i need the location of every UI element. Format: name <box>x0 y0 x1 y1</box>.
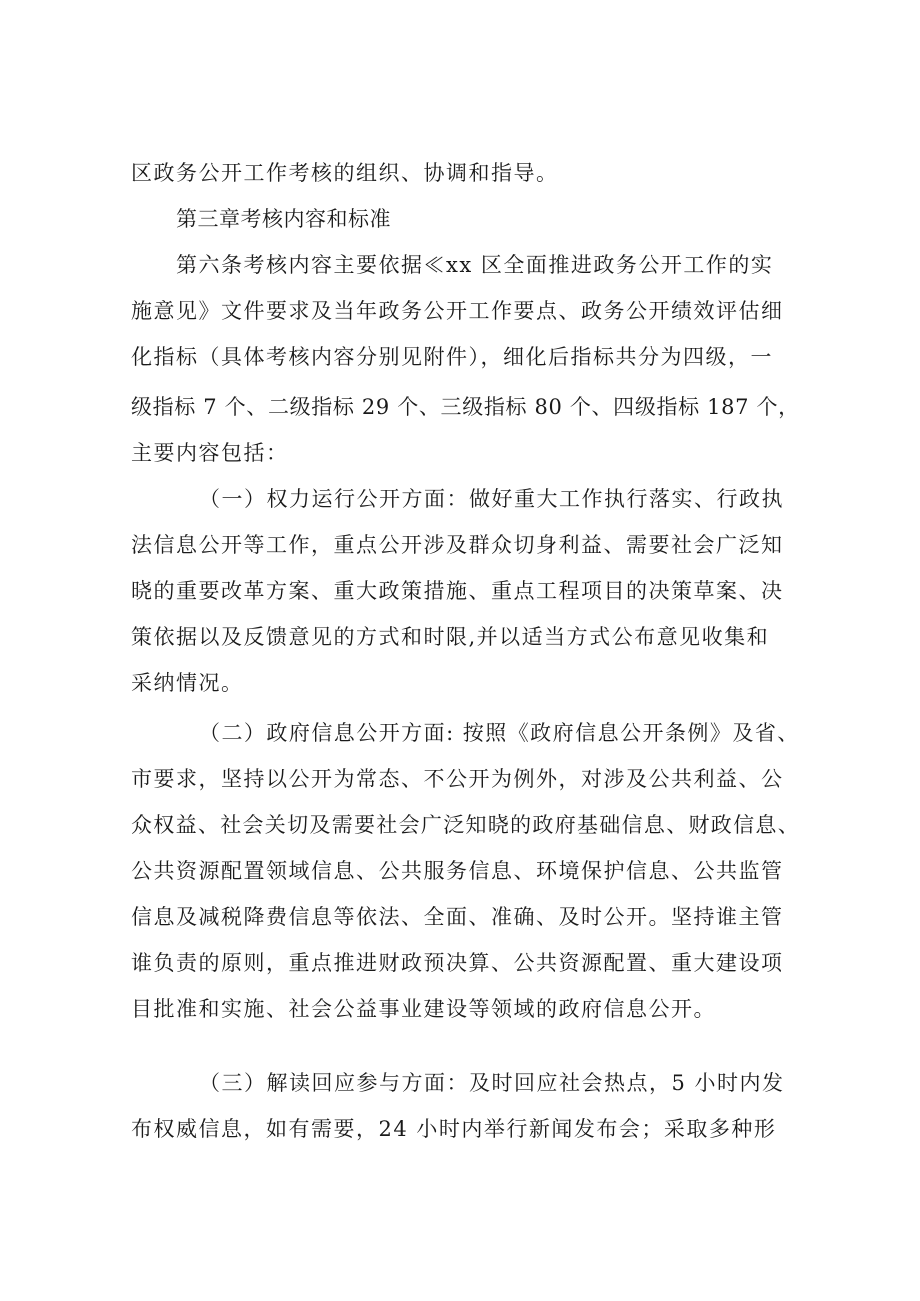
text-line: 施意见》文件要求及当年政务公开工作要点、政务公开绩效评估细 <box>131 299 784 323</box>
text-line: 目批准和实施、社会公益事业建设等领域的政府信息公开。 <box>131 997 716 1021</box>
text-line: 布权威信息，如有需要，24 小时内举行新闻发布会；采取多种形 <box>131 1117 777 1141</box>
text-line: 信息及减税降费信息等依法、全面、准确、及时公开。坚持谁主管 <box>131 905 784 929</box>
text-line: 主要内容包括： <box>131 441 289 465</box>
text-line: 级指标 7 个、二级指标 29 个、三级指标 80 个、四级指标 187 个， <box>131 395 800 419</box>
section-3-start: （三）解读回应参与方面：及时回应社会热点，5 小时内发 <box>199 1071 785 1095</box>
text-line: 策依据以及反馈意见的方式和时限,并以适当方式公布意见收集和 <box>131 625 770 649</box>
section-1-start: （一）权力运行公开方面：做好重大工作执行落实、行政执 <box>199 487 784 511</box>
section-2-start: （二）政府信息公开方面: 按照《政府信息公开条例》及省、 <box>199 721 800 745</box>
text-line: 第六条考核内容主要依据≪xx 区全面推进政务公开工作的实 <box>176 253 774 277</box>
text-line: 公共资源配置领域信息、公共服务信息、环境保护信息、公共监管 <box>131 859 784 883</box>
text-line: 谁负责的原则，重点推进财政预决算、公共资源配置、重大建设项 <box>131 951 784 975</box>
text-line: 晓的重要改革方案、重大政策措施、重点工程项目的决策草案、决 <box>131 579 784 603</box>
text-line: 法信息公开等工作，重点公开涉及群众切身利益、需要社会广泛知 <box>131 533 784 557</box>
text-line: 化指标（具体考核内容分别见附件），细化后指标共分为四级，一 <box>131 345 773 369</box>
text-line: 采纳情况。 <box>131 671 244 695</box>
chapter-heading: 第三章考核内容和标准 <box>176 207 391 231</box>
text-line: 众权益、社会关切及需要社会广泛知晓的政府基础信息、财政信息、 <box>131 813 800 837</box>
text-line: 区政务公开工作考核的组织、协调和指导。 <box>131 161 559 185</box>
text-line: 市要求，坚持以公开为常态、不公开为例外，对涉及公共利益、公 <box>131 767 784 791</box>
